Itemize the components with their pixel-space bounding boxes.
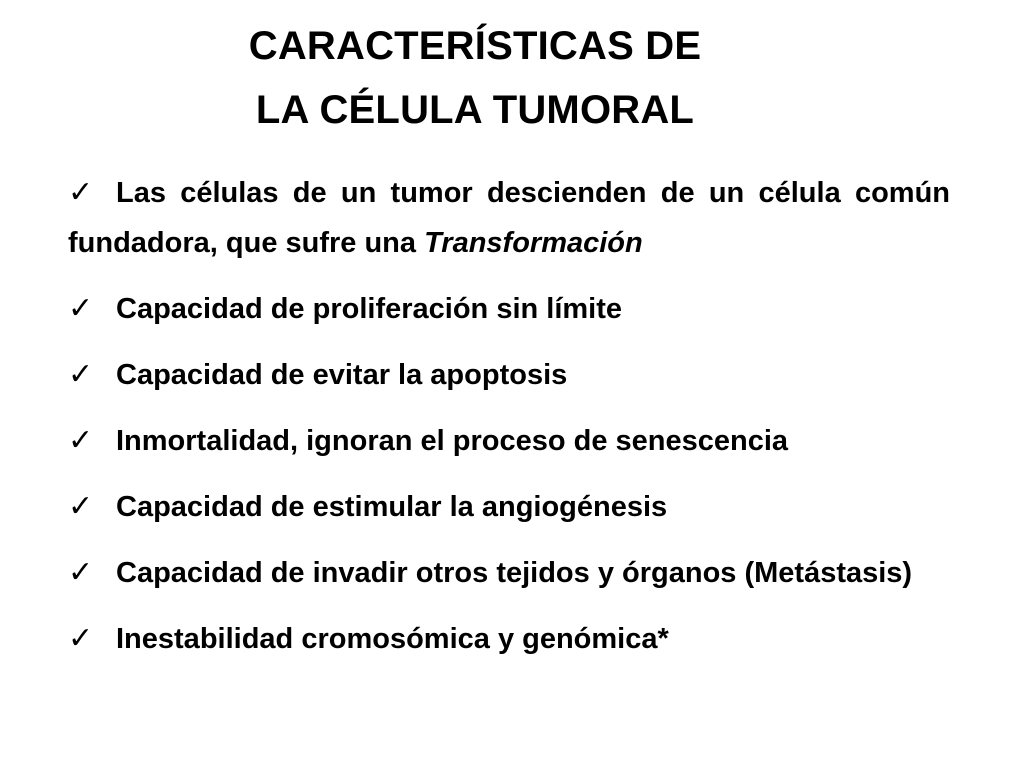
check-icon: ✓ xyxy=(68,291,94,326)
check-icon: ✓ xyxy=(68,555,94,590)
bullet-text: Capacidad de invadir otros tejidos y órganos (Metástasis) xyxy=(116,557,913,589)
slide-title-line-1: CARACTERÍSTICAS DE xyxy=(248,24,702,68)
check-icon: ✓ xyxy=(68,175,94,210)
bullet-common-origin xyxy=(68,168,950,268)
bullet-immortality xyxy=(68,416,950,466)
bullet-list xyxy=(68,168,950,680)
bullet-proliferation xyxy=(68,284,950,334)
bullet-text: Inestabilidad cromosómica y genómica* xyxy=(116,623,669,655)
bullet-text: Capacidad de evitar la apoptosis xyxy=(116,359,568,391)
check-icon: ✓ xyxy=(68,621,94,656)
bullet-instability xyxy=(68,614,950,664)
bullet-text: Capacidad de estimular la angiogénesis xyxy=(116,491,668,523)
bullet-angiogenesis xyxy=(68,482,950,532)
bullet-text: Las células de un tumor descienden de un célula común fundadora, que sufre una xyxy=(68,177,950,259)
bullet-metastasis xyxy=(68,548,950,598)
check-icon: ✓ xyxy=(68,357,94,392)
bullet-text: Inmortalidad, ignoran el proceso de senescencia xyxy=(116,425,789,457)
slide-title-line-2: LA CÉLULA TUMORAL xyxy=(255,88,695,132)
check-icon: ✓ xyxy=(68,489,94,524)
bullet-emphasis: Transformación xyxy=(424,227,643,259)
bullet-text: Capacidad de proliferación sin límite xyxy=(116,293,623,325)
bullet-apoptosis xyxy=(68,350,950,400)
check-icon: ✓ xyxy=(68,423,94,458)
